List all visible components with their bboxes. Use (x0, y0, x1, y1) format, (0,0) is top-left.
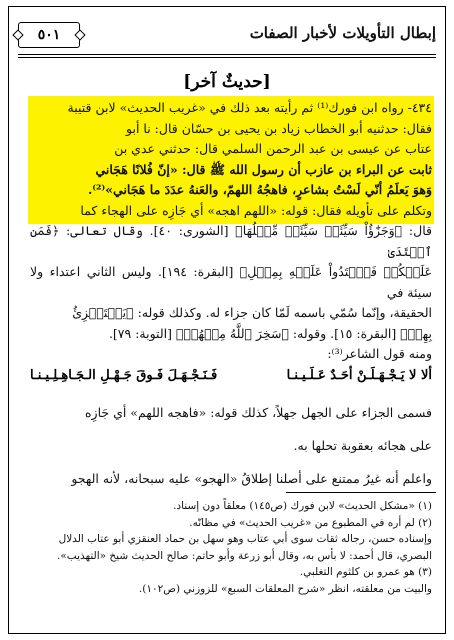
poem-verse (30, 368, 432, 383)
text-line: وتكلم على تأويله فقال: قوله: «اللهم اهجه» أي جَازِه على الهجاء كما (80, 202, 432, 218)
text-line: فقال: حدثنيه أبو الخطاب زياد بن يحيى بن حسّان قال: نا أبو (126, 120, 432, 136)
poem-second-hemistich: فَـنَـجْـهَـلَ فَـوقَ جَـهْـلِ الـجَـاهِـلِـيـنـا (30, 368, 218, 383)
footnotes (30, 498, 432, 597)
main-text-continued (30, 390, 432, 502)
main-text (30, 98, 432, 365)
text-line: ٤٣٤- رواه ابن فورك⁽¹⁾ ثم رأيته بعد ذلك في «غريب الحديث» لابن قتيبة (67, 100, 432, 115)
text-line: على هجائه بعقوبة تحلها به. (293, 437, 432, 453)
page-header (18, 18, 436, 58)
footnote: (١) «مشكل الحديث» لابن فورك (ص١٤٥) معلقاً دون إسناد. (173, 500, 432, 512)
header-rule-thin (18, 57, 436, 58)
footnote-separator (286, 492, 436, 493)
section-title (0, 72, 454, 92)
text-line: واعلم أنه غيرُ ممتنع على أصلنا إطلاقُ «الهجو» عليه سبحانه، لأنه الهجو (71, 470, 432, 486)
footnote: والبيت من معلقته، انظر «شرح المعلقات السبع» للزوزني (ص١٠٢). (138, 582, 432, 595)
text-line: عَلَيۡكُمۡ فَٱعۡتَدُواْ عَلَيۡهِ بِمِثۡلِ﴾ [البقرة: ١٩٤]. وليس الثاني اعتداء ولا سيئة في (30, 264, 432, 300)
poem-first-hemistich: ألا لا يَـجْـهَـلَـنْ أحَـدٌ عَـلَـيـنـا (286, 368, 432, 383)
page-number: ٥٠١ (18, 22, 80, 48)
footnote: البصري، قال أحمد: لا بأس به، وقال أبو زرعة وأبو حاتم: صالح الحديث شيخ «التهذيب». (57, 549, 432, 562)
footnote: (٣) هو عمرو بن كلثوم التغلبي. (299, 566, 432, 578)
section-title-text: [حديثٌ آخر] (179, 72, 274, 92)
text-line: فسمى الجزاء على الجهل جهلاً، كذلك قوله: «فاهجه اللهم» أي جَازِه (84, 404, 432, 420)
text-line: الحقيقة، وإنّما سُمّي باسمه لَمّا كان جزاء له. وكذلك قوله: ﴿يَسۡتَهۡزِئُ (72, 305, 432, 320)
book-title: إبطال التأويلات لأخبار الصفات (249, 24, 436, 42)
text-line: ثابت عن البراء بن عازب أن رسول الله ﷺ قال: «إنّ فُلانًا هَجَاني (95, 161, 432, 177)
text-line: عتاب عن عيسى بن عبد الرحمن السلمي قال: حدثني عدي بن (114, 141, 432, 156)
footnote: (٢) لم أره في المطبوع من «غريب الحديث» في مظانّه. (189, 516, 432, 529)
footnote: وإسناده حسن، رجاله ثقات سوى أبي عتاب وهو سهل بن حماد العنقزي أبو عتاب الدلال (58, 533, 432, 545)
text-line: ومنه قول الشاعر⁽³⁾: (327, 346, 432, 361)
text-line: قال: ﴿وَجَزَٰٓؤُاْ سَيِّئَةٖ سَيِّئَةٞ مِّثۡلُهَا﴾ [الشورى: ٤٠]. وقال تعالى: ﴿فَمَنِ ٱعۡتَدَىٰ (30, 223, 432, 259)
header-rule (18, 54, 436, 55)
text-line: وَهوَ يَعلَمُ أنّي لَسْتُ بشاعرٍ، فاهجُهُ اللهمّ، والعَنهُ عدَدَ ما هَجَاني»⁽²⁾. (87, 182, 432, 197)
text-line: بِهِمۡ﴾ [البقرة: ١٥]. وقوله: ﴿سَخِرَ ٱللَّهُ مِنۡهُمۡ﴾ [التوبة: ٧٩]. (108, 325, 432, 341)
